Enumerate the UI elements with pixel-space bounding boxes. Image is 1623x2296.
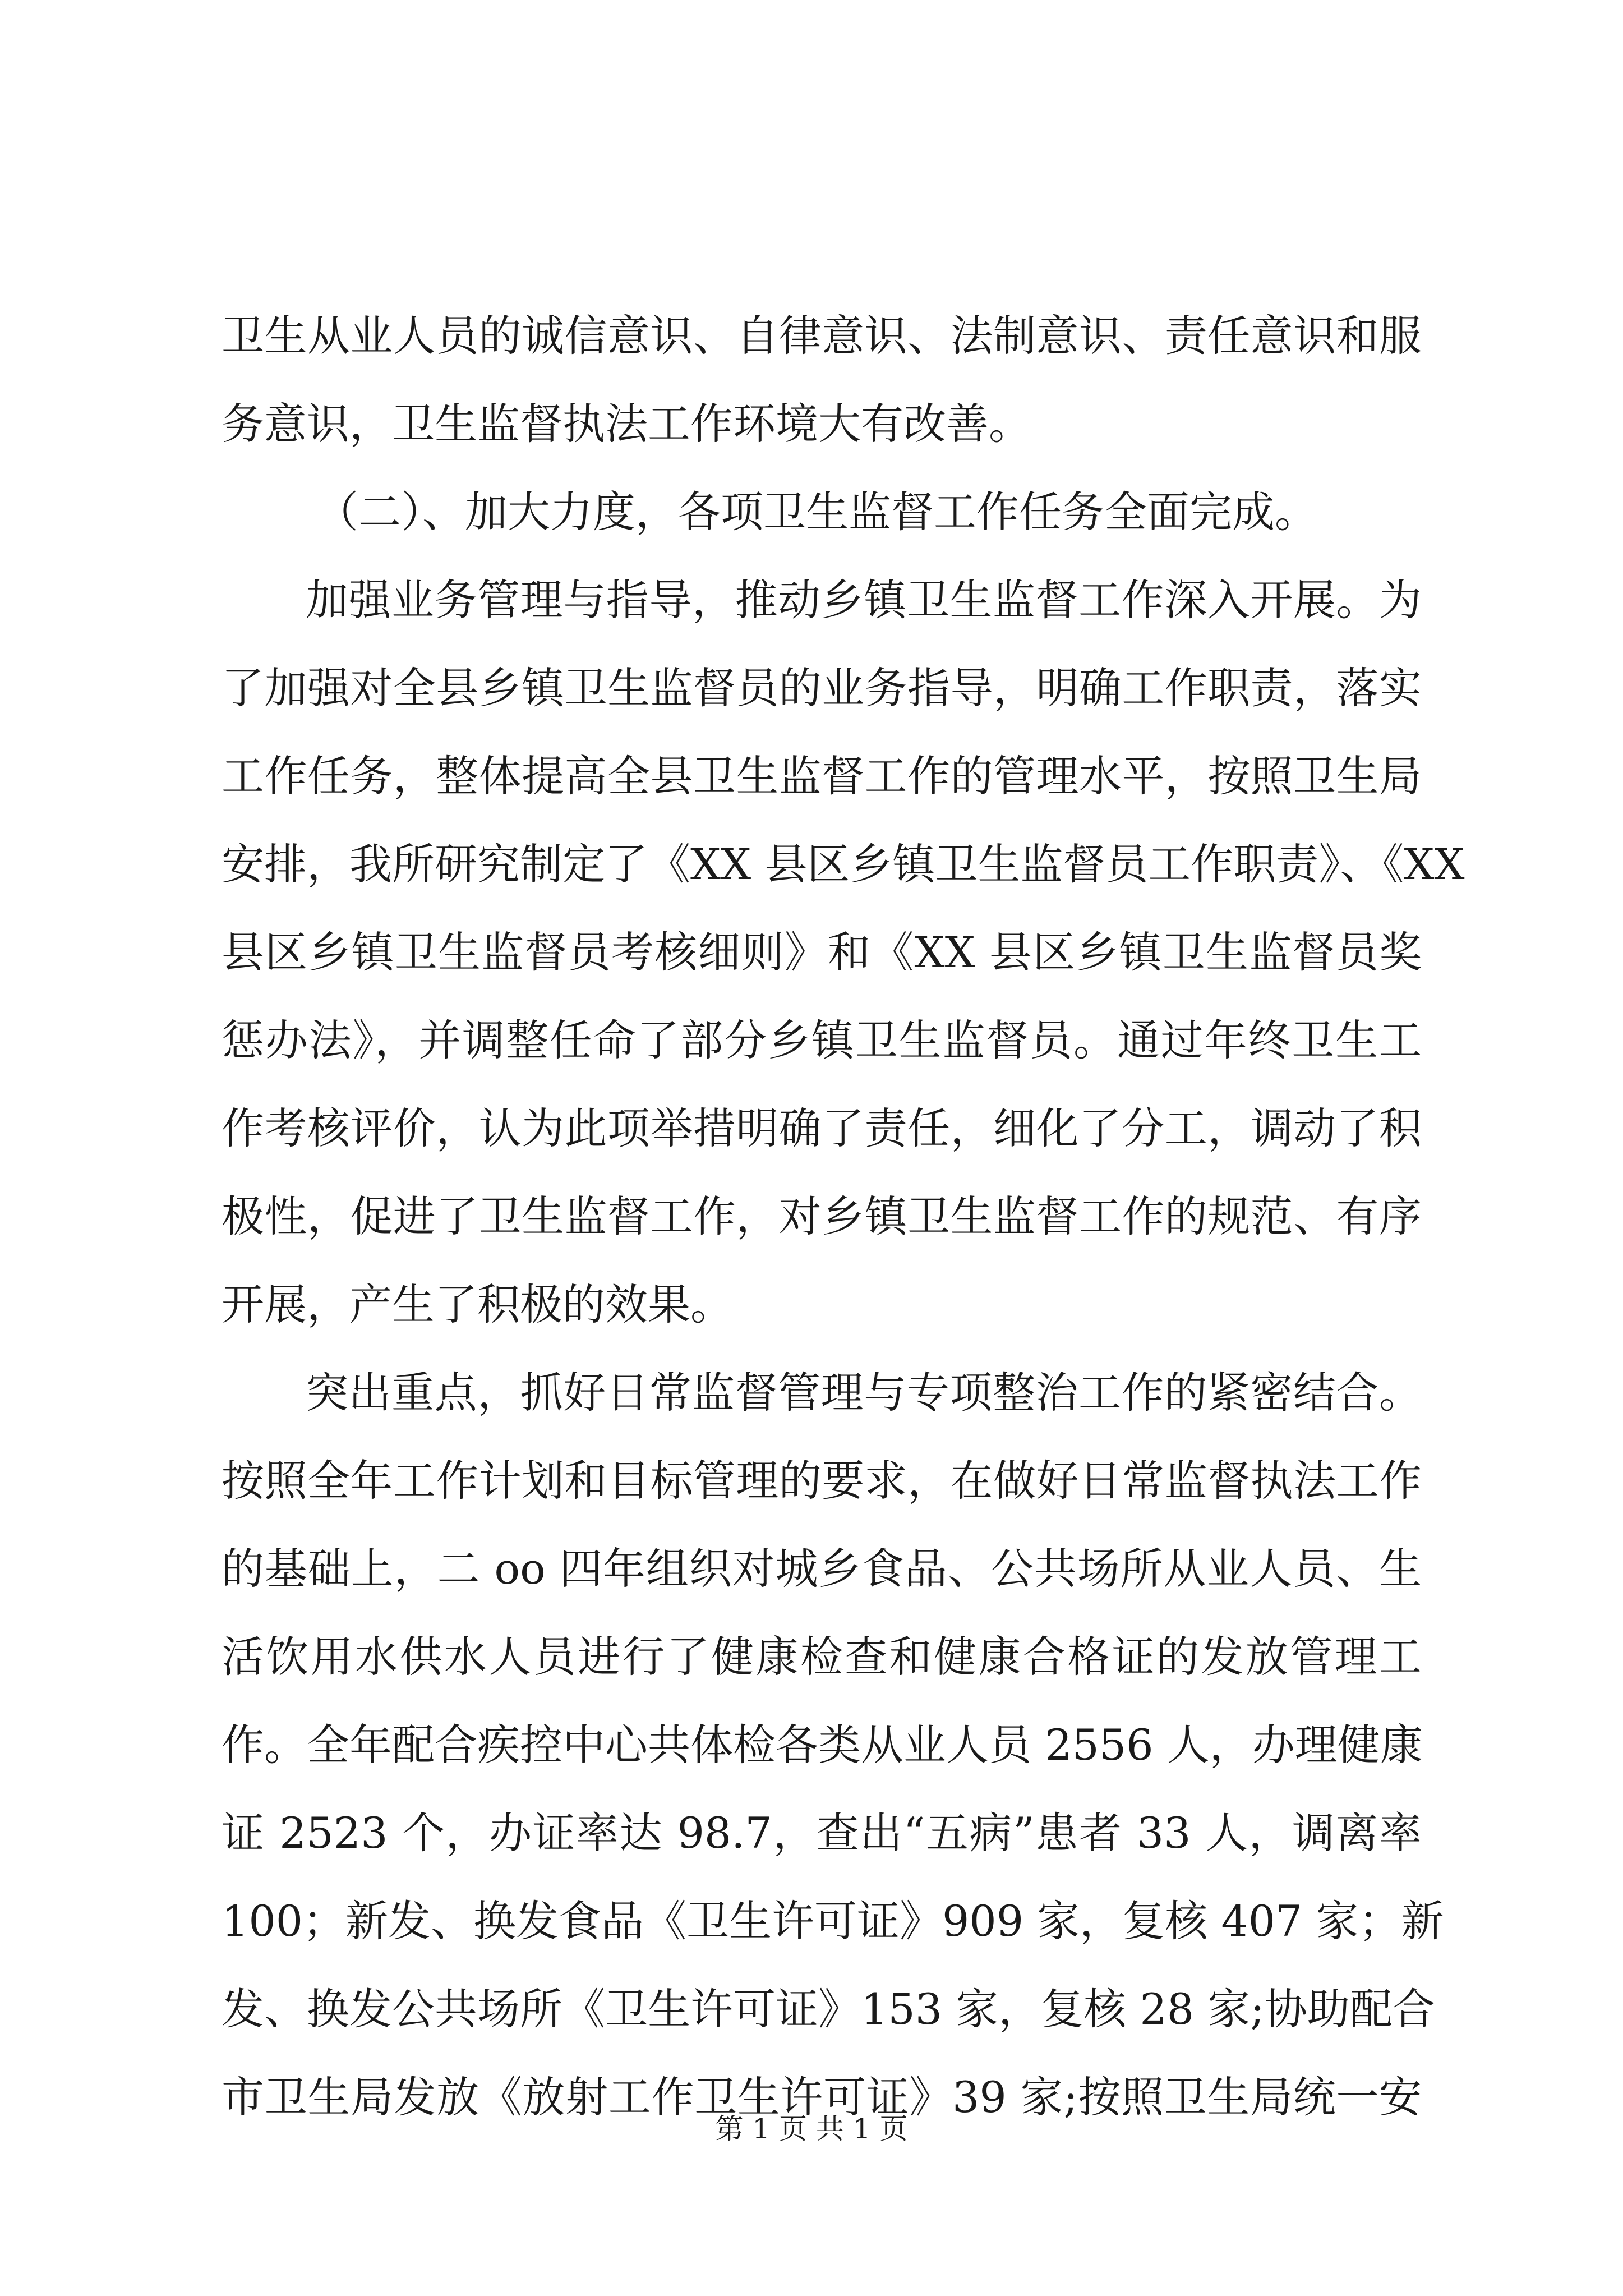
text-line: 作。全年配合疾控中心共体检各类从业人员 2556 人，办理健康 — [222, 1720, 1423, 1770]
document-body — [222, 292, 1465, 2141]
text-line: 安排，我所研究制定了《XX 县区乡镇卫生监督员工作职责》、《XX — [222, 839, 1465, 889]
text-line: 证 2523 个，办证率达 98.7，查出“五病”患者 33 人，调离率 — [222, 1808, 1422, 1858]
text-line: 极性，促进了卫生监督工作，对乡镇卫生监督工作的规范、有序 — [222, 1191, 1422, 1241]
text-line: 突出重点，抓好日常监督管理与专项整治工作的紧密结合。 — [306, 1368, 1422, 1418]
text-line: 开展，产生了积极的效果。 — [222, 1280, 733, 1329]
text-line: 市卫生局发放《放射工作卫生许可证》39 家;按照卫生局统一安 — [222, 2072, 1422, 2122]
text-line: 惩办法》，并调整任命了部分乡镇卫生监督员。通过年终卫生工 — [222, 1015, 1422, 1065]
text-line: 卫生从业人员的诚信意识、自律意识、法制意识、责任意识和服 — [222, 311, 1422, 361]
text-line: 100；新发、换发食品《卫生许可证》909 家，复核 407 家；新 — [222, 1896, 1444, 1946]
text-line: 的基础上，二 oo 四年组织对城乡食品、公共场所从业人员、生 — [222, 1544, 1422, 1594]
text-line: 加强业务管理与指导，推动乡镇卫生监督工作深入开展。为 — [306, 575, 1422, 625]
text-line: 活饮用水供水人员进行了健康检查和健康合格证的发放管理工 — [222, 1632, 1422, 1682]
text-line: 作考核评价，认为此项举措明确了责任，细化了分工，调动了积 — [222, 1103, 1422, 1153]
text-line: 务意识，卫生监督执法工作环境大有改善。 — [222, 399, 1031, 449]
page-footer: 第 1 页 共 1 页 — [715, 2113, 908, 2145]
text-line: 县区乡镇卫生监督员考核细则》和《XX 县区乡镇卫生监督员奖 — [222, 927, 1422, 977]
text-line: 按照全年工作计划和目标管理的要求，在做好日常监督执法工作 — [222, 1456, 1422, 1506]
text-line: 工作任务，整体提高全县卫生监督工作的管理水平，按照卫生局 — [222, 751, 1422, 801]
text-line: 发、换发公共场所《卫生许可证》153 家，复核 28 家;协助配合 — [222, 1984, 1435, 2034]
text-line: 了加强对全县乡镇卫生监督员的业务指导，明确工作职责，落实 — [222, 663, 1422, 713]
section-heading: （二）、加大力度，各项卫生监督工作任务全面完成。 — [316, 487, 1317, 537]
